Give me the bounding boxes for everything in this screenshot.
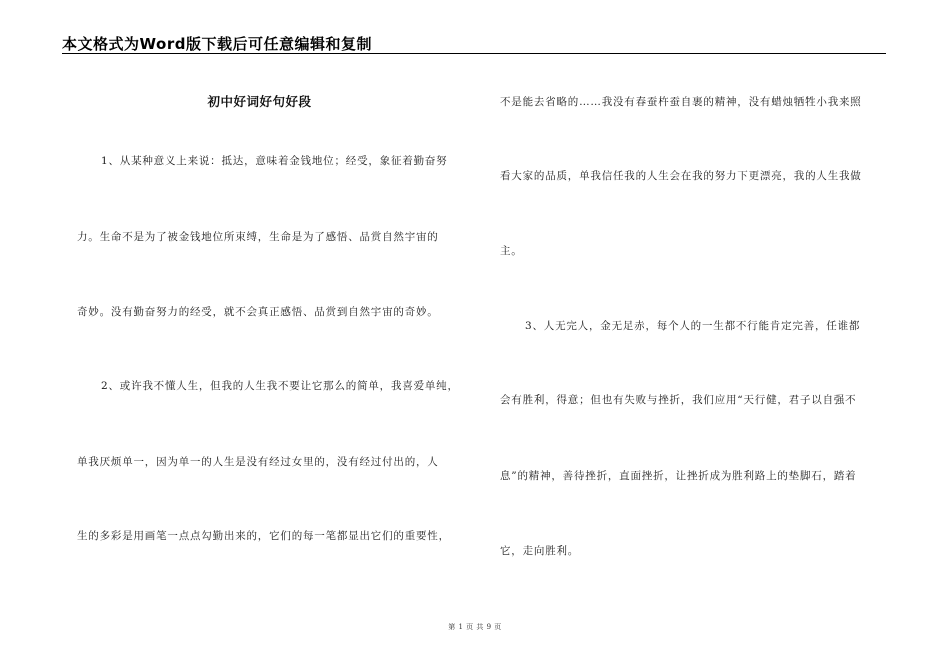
paragraph-line: 3、人无完人，金无足赤，每个人的一生都不行能肯定完善，任谁都: [525, 320, 861, 332]
paragraph-line: 奇妙。没有勤奋努力的经受，就不会真正感悟、品赏到自然宇宙的奇妙。: [77, 306, 439, 318]
header-divider: [62, 53, 886, 54]
document-header: 本文格式为Word版下载后可任意编辑和复制: [62, 35, 372, 53]
paragraph-line: 息”的精神，善待挫折，直面挫折，让挫折成为胜利路上的垫脚石，踏着: [500, 470, 857, 482]
paragraph-line: 它，走向胜利。: [500, 545, 580, 557]
document-title: 初中好词好句好段: [207, 94, 312, 109]
page-number: 第 1 页 共 9 页: [448, 623, 502, 631]
paragraph-line: 会有胜利，得意；但也有失败与挫折，我们应用“天行健，君子以自强不: [500, 394, 857, 406]
paragraph-line: 主。: [500, 245, 523, 257]
paragraph-line: 1、从某种意义上来说：抵达，意味着金钱地位；经受，象征着勤奋努: [101, 155, 448, 167]
paragraph-line: 力。生命不是为了被金钱地位所束缚，生命是为了感悟、品赏自然宇宙的: [77, 231, 439, 243]
paragraph-line: 看大家的品质，单我信任我的人生会在我的努力下更漂亮，我的人生我做: [500, 170, 862, 182]
paragraph-line: 2、或许我不懂人生，但我的人生我不要让它那么的简单，我喜爱单纯，: [101, 380, 459, 392]
paragraph-line: 单我厌烦单一，因为单一的人生是没有经过女里的，没有经过付出的，人: [77, 456, 439, 468]
paragraph-line: 生的多彩是用画笔一点点勾勤出来的，它们的每一笔都显出它们的重要性，: [77, 530, 450, 542]
paragraph-line: 不是能去省略的……我没有春蚕杵蚕自裹的精神，没有蜡烛牺牲小我来照: [500, 96, 862, 108]
